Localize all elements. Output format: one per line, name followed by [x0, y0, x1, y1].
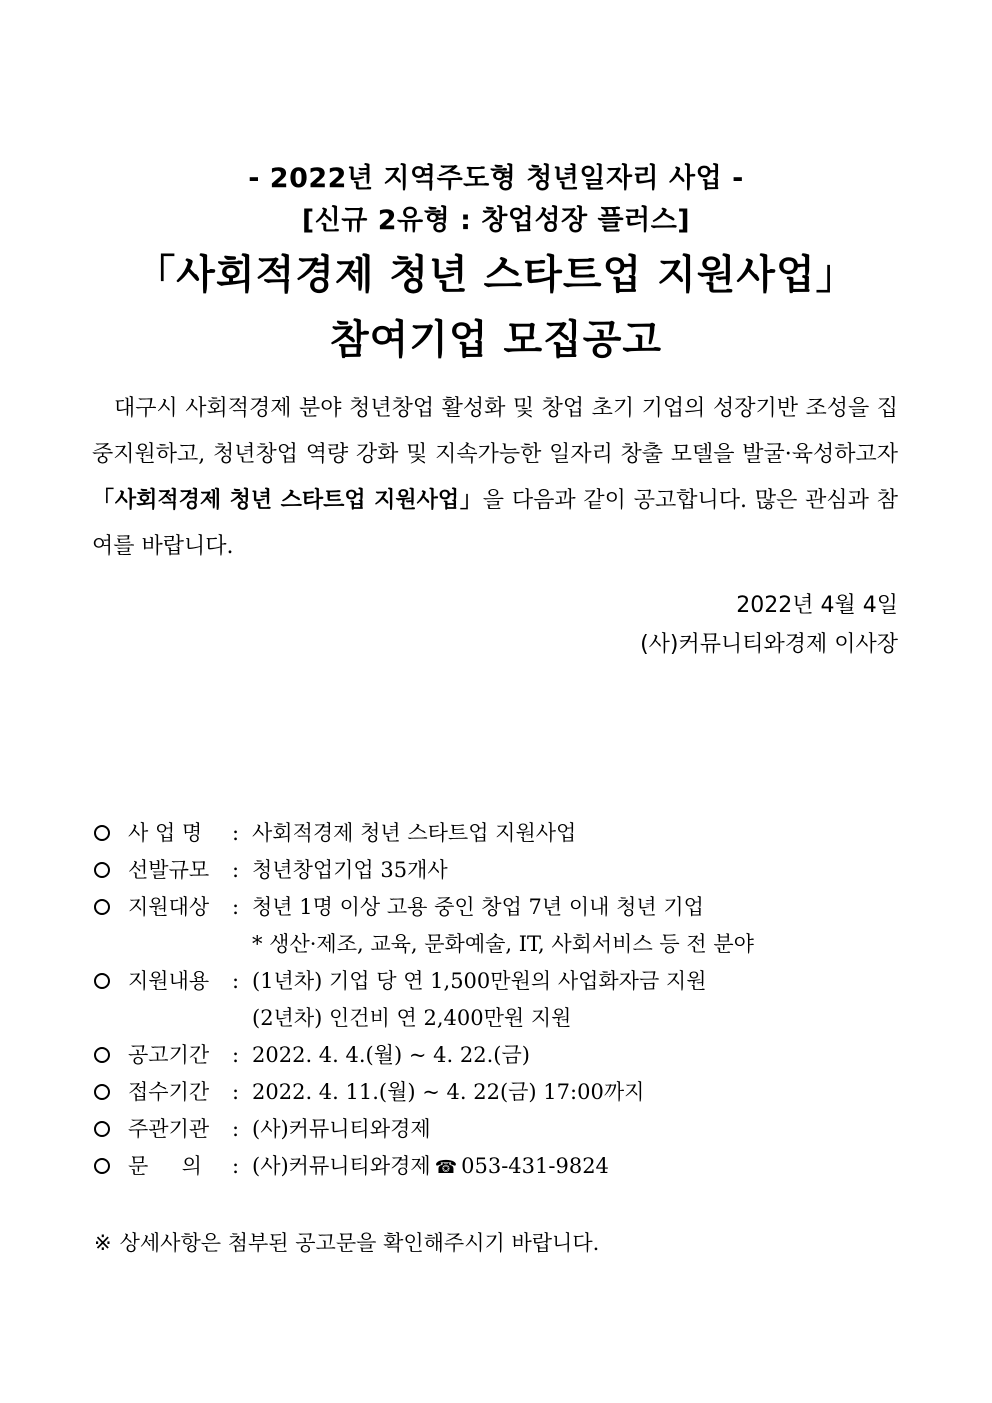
list-item-continuation	[94, 926, 914, 963]
circle-bullet-icon	[94, 973, 110, 989]
item-label: 선발규모	[128, 858, 210, 882]
program-type: [신규 2유형 : 창업성장 플러스]	[301, 205, 691, 236]
item-label: 지원대상	[128, 895, 210, 919]
intro-paragraph	[92, 386, 898, 570]
program-subtitle: - 2022년 지역주도형 청년일자리 사업 -	[248, 163, 744, 194]
item-colon: :	[232, 1043, 240, 1067]
reference-mark-icon: ※	[94, 1231, 112, 1255]
list-item	[94, 1111, 914, 1148]
item-label: 공고기간	[128, 1043, 210, 1067]
circle-bullet-icon	[94, 1084, 110, 1100]
list-item	[94, 963, 914, 1000]
item-value: (2년차) 인건비 연 2,400만원 지원	[252, 1006, 572, 1030]
item-colon: :	[232, 969, 240, 993]
details-list	[94, 815, 914, 1185]
item-colon: :	[232, 895, 240, 919]
footnote	[94, 1225, 599, 1262]
intro-text-1: 대구시 사회적경제 분야 청년창업 활성화 및 창업 초기 기업의 성장기반 조성을 집중지원하고, 청년창업 역량 강화 및 지속가능한 일자리 창출 모델을 발굴·육성하고자	[92, 396, 898, 467]
item-value: 2022. 4. 4.(월) ~ 4. 22.(금)	[252, 1043, 530, 1067]
issuer: (사)커뮤니티와경제 이사장	[640, 632, 898, 657]
telephone-icon: ☎	[434, 1157, 458, 1178]
item-label: 지원내용	[128, 969, 210, 993]
page-title-secondary: 참여기업 모집공고	[329, 317, 663, 363]
item-value: (1년차) 기업 당 연 1,500만원의 사업화자금 지원	[252, 969, 707, 993]
footnote-text: 상세사항은 첨부된 공고문을 확인해주시기 바랍니다.	[119, 1231, 600, 1255]
item-colon: :	[232, 1154, 240, 1178]
list-item	[94, 1037, 914, 1074]
circle-bullet-icon	[94, 1158, 110, 1174]
item-value: 청년창업기업 35개사	[252, 858, 448, 882]
page-title: 「사회적경제 청년 스타트업 지원사업」	[135, 252, 857, 298]
list-item-continuation	[94, 1000, 914, 1037]
list-item	[94, 815, 914, 852]
list-item	[94, 852, 914, 889]
item-label: 접수기간	[128, 1080, 210, 1104]
notice-date: 2022년 4월 4일	[736, 593, 898, 618]
item-label: 주관기관	[128, 1117, 210, 1141]
list-item	[94, 1148, 914, 1185]
item-colon: :	[232, 858, 240, 882]
item-colon: :	[232, 821, 240, 845]
circle-bullet-icon	[94, 899, 110, 915]
circle-bullet-icon	[94, 862, 110, 878]
intro-text-2: 을 다음과 같이 공고합니다. 많은 관심과 참여를 바랍니다.	[92, 488, 898, 559]
item-colon: :	[232, 1117, 240, 1141]
item-value: 청년 1명 이상 고용 중인 창업 7년 이내 청년 기업	[252, 895, 704, 919]
item-label: 사 업 명	[128, 821, 203, 845]
intro-program-name: 「사회적경제 청년 스타트업 지원사업」	[92, 488, 483, 513]
circle-bullet-icon	[94, 825, 110, 841]
list-item	[94, 1074, 914, 1111]
contact-phone: 053-431-9824	[461, 1154, 609, 1178]
item-value: (사)커뮤니티와경제	[252, 1117, 431, 1141]
circle-bullet-icon	[94, 1121, 110, 1137]
item-value: 2022. 4. 11.(월) ~ 4. 22(금) 17:00까지	[252, 1080, 645, 1104]
circle-bullet-icon	[94, 1047, 110, 1063]
list-item	[94, 889, 914, 926]
item-colon: :	[232, 1080, 240, 1104]
item-value: 사회적경제 청년 스타트업 지원사업	[252, 821, 577, 845]
item-value: * 생산·제조, 교육, 문화예술, IT, 사회서비스 등 전 분야	[252, 932, 754, 956]
item-label: 문 의	[128, 1154, 202, 1178]
item-value: (사)커뮤니티와경제	[252, 1154, 431, 1178]
